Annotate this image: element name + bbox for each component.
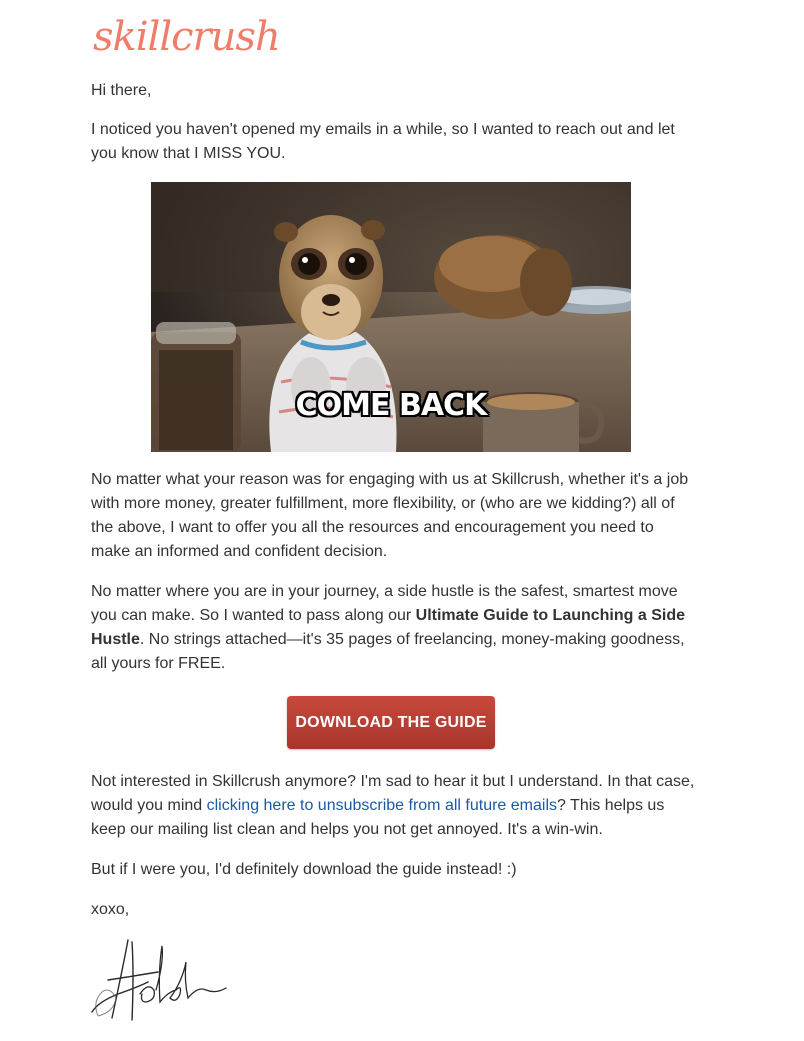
- signature-image: [88, 932, 238, 1024]
- hero-caption: COME BACK: [295, 388, 487, 423]
- skillcrush-logo: [91, 8, 281, 60]
- unsubscribe-text-before: Not interested in Skillcrush anymore? I'm sad to hear it but I understand. In that case, would you mind: [91, 773, 695, 814]
- download-guide-button[interactable]: DOWNLOAD THE GUIDE: [287, 696, 495, 749]
- signoff: xoxo,: [91, 901, 130, 918]
- guide-paragraph: [91, 580, 697, 676]
- reason-paragraph: No matter what your reason was for engaging with us at Skillcrush, whether it's a job with more money, greater fulfillment, more flexibility, or (who are we kidding?) all of the above, I want to offer you all the resources and encouragement you need to make an informed and confident decision.: [91, 471, 689, 560]
- unsubscribe-link[interactable]: clicking here to unsubscribe from all future emails: [206, 797, 557, 814]
- guide-title: Ultimate Guide to Launching a Side Hustle: [91, 607, 685, 648]
- intro-paragraph: I noticed you haven't opened my emails in a while, so I wanted to reach out and let you know that I MISS YOU.: [91, 121, 675, 162]
- guide-text-after: . No strings attached—it's 35 pages of freelancing, money-making goodness, all yours for FREE.: [91, 631, 685, 672]
- closing-line: But if I were you, I'd definitely download the guide instead! :): [91, 861, 517, 878]
- guide-text-before: No matter where you are in your journey, a side hustle is the safest, smartest move you can make. So I wanted to pass along our: [91, 583, 678, 624]
- logo-text: skillcrush: [93, 14, 280, 60]
- greeting: Hi there,: [91, 82, 152, 99]
- unsubscribe-text-after: ? This helps us keep our mailing list clean and helps you not get annoyed. It's a win-win.: [91, 797, 665, 838]
- hero-image: [151, 182, 631, 452]
- unsubscribe-paragraph: [91, 770, 697, 842]
